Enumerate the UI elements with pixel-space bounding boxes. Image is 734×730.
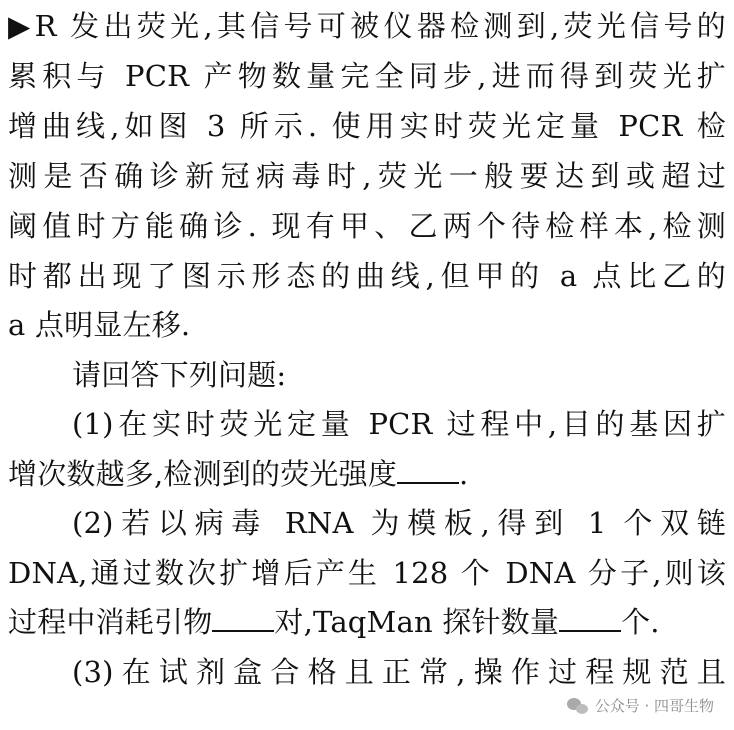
- wechat-icon: [567, 697, 589, 715]
- paragraph-line: 时都出现了图示形态的曲线,但甲的 a 点比乙的: [8, 259, 726, 293]
- watermark-text: 公众号 · 四哥生物: [594, 697, 714, 715]
- question-1-end: .: [459, 457, 469, 491]
- question-2-text: 对,TaqMan 探针数量: [274, 605, 560, 639]
- answer-blank: [559, 604, 621, 632]
- question-3-line: (3)在试剂盒合格且正常,操作过程规范且: [72, 655, 726, 689]
- paragraph-line: ▶R 发出荧光,其信号可被仪器检测到,荧光信号的: [8, 9, 726, 43]
- answer-blank: [212, 604, 274, 632]
- paragraph-line: a 点明显左移.: [8, 308, 191, 342]
- question-2-line: DNA,通过数次扩增后产生 128 个 DNA 分子,则该: [8, 556, 726, 590]
- answer-blank: [397, 456, 459, 484]
- paragraph-line: 阈值时方能确诊. 现有甲、乙两个待检样本,检测: [8, 209, 726, 243]
- paragraph-line: 累积与 PCR 产物数量完全同步,进而得到荧光扩: [8, 59, 726, 93]
- paragraph-line: 测是否确诊新冠病毒时,荧光一般要达到或超过: [8, 159, 726, 193]
- question-1-text: 增次数越多,检测到的荧光强度: [8, 457, 398, 491]
- question-1-line: (1)在实时荧光定量 PCR 过程中,目的基因扩: [72, 407, 726, 441]
- question-1-line: [8, 454, 726, 494]
- question-2-end: 个.: [621, 605, 660, 639]
- question-2-line: [8, 602, 726, 642]
- instruction-line: 请回答下列问题:: [72, 358, 287, 392]
- watermark: [567, 695, 714, 716]
- question-2-text: 过程中消耗引物: [8, 605, 213, 639]
- question-2-line: (2)若以病毒 RNA 为模板,得到 1 个双链: [72, 506, 726, 540]
- paragraph-line: 增曲线,如图 3 所示. 使用实时荧光定量 PCR 检: [8, 109, 726, 143]
